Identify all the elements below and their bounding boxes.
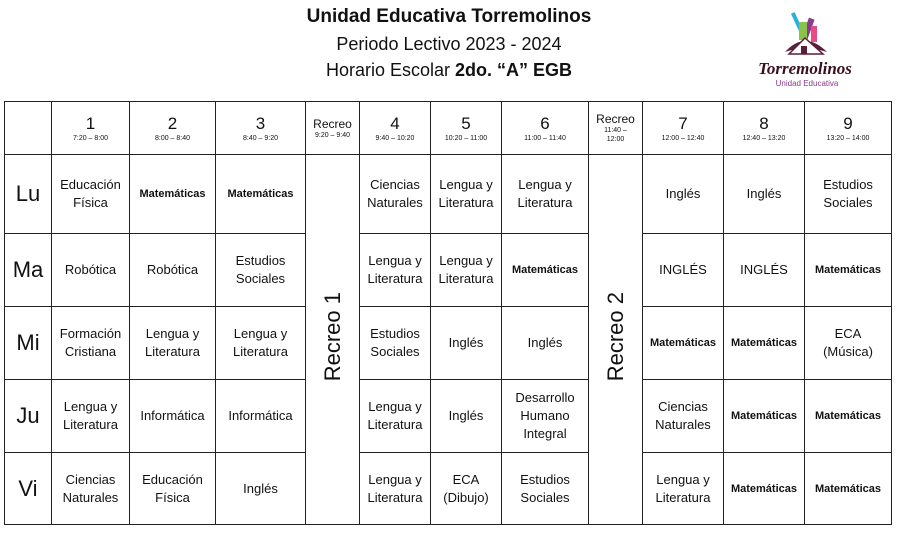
subject-line: Lengua y xyxy=(439,177,493,192)
subject-line: (Dibujo) xyxy=(443,489,489,505)
schedule-class: 2do. “A” EGB xyxy=(455,60,573,80)
subject-cell xyxy=(805,453,892,525)
subject-line: Humano xyxy=(520,408,570,423)
subject-line: Física xyxy=(155,489,190,505)
subject-line: Robótica xyxy=(64,262,117,277)
subject-line: Matemáticas xyxy=(139,188,206,200)
subject-line: Literatura xyxy=(438,271,494,286)
period-header-5 xyxy=(431,102,502,155)
subject-cell xyxy=(431,307,502,380)
day-row-ma xyxy=(5,234,892,307)
subject-line: Estudios xyxy=(823,177,873,192)
period-time: 12:40 – 13:20 xyxy=(742,134,786,142)
subject-cell xyxy=(360,453,431,525)
period-time: 9:20 – 9:40 xyxy=(314,131,351,139)
subject-cell xyxy=(130,453,216,525)
subject-cell xyxy=(130,380,216,453)
subject-line: Matemáticas xyxy=(814,410,882,422)
day-row-lu xyxy=(5,155,892,234)
subject-cell xyxy=(643,453,724,525)
subject-cell xyxy=(360,155,431,234)
subject-cell xyxy=(52,234,130,307)
period-time: 13:20 – 14:00 xyxy=(826,134,870,142)
subject-cell xyxy=(805,234,892,307)
period-title: Periodo Lectivo 2023 - 2024 xyxy=(336,34,562,54)
subject-line: Estudios xyxy=(370,326,420,341)
recreo-header xyxy=(589,102,643,155)
subject-cell xyxy=(52,307,130,380)
header-row xyxy=(5,102,892,155)
subject-cell xyxy=(643,234,724,307)
subject-line: Lengua y xyxy=(368,399,422,414)
subject-line: Matemáticas xyxy=(814,264,882,276)
subject-line: Literatura xyxy=(517,195,573,210)
subject-line: Matemáticas xyxy=(649,337,717,349)
recreo-label: Recreo xyxy=(313,116,352,131)
subject-line: Ciencias xyxy=(370,177,420,192)
period-time: 12:00 – 12:40 xyxy=(661,134,705,142)
subject-line: Literatura xyxy=(367,271,423,286)
subject-line: Lengua y xyxy=(63,399,118,414)
period-time: 8:00 – 8:40 xyxy=(154,134,191,142)
period-time: 12:00 xyxy=(606,136,625,143)
subject-cell xyxy=(643,155,724,234)
subject-cell xyxy=(130,234,216,307)
subject-cell xyxy=(216,453,306,525)
subject-line: Estudios xyxy=(235,253,286,268)
period-number: 6 xyxy=(540,113,550,133)
day-row-ju xyxy=(5,380,892,453)
subject-line: ECA xyxy=(452,471,480,487)
subject-line: Ciencias xyxy=(658,399,708,414)
subject-line: Lengua y xyxy=(145,326,200,341)
subject-cell xyxy=(431,453,502,525)
subject-cell xyxy=(502,453,589,525)
subject-line: Literatura xyxy=(438,195,494,210)
subject-cell xyxy=(52,380,130,453)
subject-line: Ciencias xyxy=(65,471,116,487)
subject-line: Literatura xyxy=(233,344,288,359)
subject-cell xyxy=(724,155,805,234)
recreo-label: Recreo xyxy=(596,112,635,126)
period-time: 10:20 – 11:00 xyxy=(444,134,488,142)
period-time: 8:40 – 9:20 xyxy=(242,134,279,142)
subject-cell xyxy=(360,234,431,307)
subject-line: Lengua y xyxy=(439,253,493,268)
day-row-mi xyxy=(5,307,892,380)
subject-cell xyxy=(805,155,892,234)
subject-cell xyxy=(216,380,306,453)
subject-line: Informática xyxy=(228,408,293,423)
subject-line: Literatura xyxy=(63,417,118,432)
logo-name: Torremolinos xyxy=(758,59,852,78)
subject-line: Literatura xyxy=(145,344,200,359)
school-title: Unidad Educativa Torremolinos xyxy=(306,6,592,27)
subject-cell xyxy=(805,380,892,453)
subject-line: Lengua y xyxy=(368,471,422,487)
subject-line: Lengua y xyxy=(656,471,710,487)
subject-line: Inglés xyxy=(448,335,484,350)
subject-cell xyxy=(431,155,502,234)
subject-line: Inglés xyxy=(527,335,563,350)
subject-cell xyxy=(502,155,589,234)
subject-line: Inglés xyxy=(448,408,484,423)
period-number: 9 xyxy=(843,113,853,133)
subject-cell xyxy=(724,234,805,307)
day-label: Mi xyxy=(5,307,52,380)
period-number: 7 xyxy=(678,113,688,133)
subject-cell xyxy=(52,453,130,525)
subject-cell xyxy=(643,380,724,453)
period-number: 5 xyxy=(461,113,471,133)
subject-line: Informática xyxy=(140,408,205,423)
period-number: 1 xyxy=(85,113,96,133)
period-time: 7:20 – 8:00 xyxy=(72,134,109,142)
subject-line: Sociales xyxy=(370,344,420,359)
subject-line: INGLÉS xyxy=(659,262,707,277)
subject-cell xyxy=(805,307,892,380)
subject-line: Matemáticas xyxy=(511,264,579,276)
subject-line: Matemáticas xyxy=(730,482,798,495)
period-number: 8 xyxy=(759,113,769,133)
subject-line: Matemáticas xyxy=(227,188,294,200)
subject-cell xyxy=(216,155,306,234)
recreo-2-label: Recreo 2 xyxy=(602,292,628,382)
subject-line: Estudios xyxy=(520,471,570,487)
school-logo xyxy=(745,8,865,98)
subject-line: Naturales xyxy=(367,195,423,210)
subject-line: Inglés xyxy=(746,186,782,201)
subject-line: ECA xyxy=(834,326,862,341)
period-time: 11:00 – 11:40 xyxy=(524,134,566,142)
subject-cell xyxy=(502,234,589,307)
subject-line: Literatura xyxy=(367,417,423,432)
subject-line: Educación xyxy=(142,471,203,487)
period-header-1 xyxy=(52,102,130,155)
subject-cell xyxy=(130,155,216,234)
subject-line: Lengua y xyxy=(368,253,422,268)
day-label: Vi xyxy=(5,453,52,525)
schedule-table xyxy=(4,101,892,525)
recreo-header xyxy=(306,102,360,155)
subject-line: Matemáticas xyxy=(730,337,798,349)
period-number: 3 xyxy=(255,113,266,133)
subject-line: (Música) xyxy=(823,344,873,359)
subject-line: Literatura xyxy=(367,489,423,505)
period-number: 4 xyxy=(390,113,400,133)
recreo-2-cell xyxy=(589,155,643,525)
period-header-7 xyxy=(643,102,724,155)
subject-cell xyxy=(52,155,130,234)
subject-cell xyxy=(130,307,216,380)
subject-cell xyxy=(643,307,724,380)
period-header-9 xyxy=(805,102,892,155)
subject-line: Matemáticas xyxy=(730,410,798,422)
recreo-1-cell xyxy=(306,155,360,525)
recreo-1-label: Recreo 1 xyxy=(319,292,345,382)
subject-line: Inglés xyxy=(243,480,278,496)
period-header-3 xyxy=(216,102,306,155)
subject-line: Robótica xyxy=(146,262,199,277)
subject-line: Lengua y xyxy=(518,177,572,192)
day-label: Ma xyxy=(5,234,52,307)
subject-line: Integral xyxy=(523,426,567,441)
subject-line: Física xyxy=(73,195,108,210)
subject-line: Matemáticas xyxy=(814,482,882,495)
subject-line: Desarrollo xyxy=(515,390,575,405)
subject-cell xyxy=(216,307,306,380)
subject-line: Educación xyxy=(60,177,121,192)
subject-line: Cristiana xyxy=(64,344,117,359)
subject-line: Lengua y xyxy=(233,326,288,341)
period-header-4 xyxy=(360,102,431,155)
subject-line: Sociales xyxy=(520,489,570,505)
subject-cell xyxy=(724,453,805,525)
subject-line: INGLÉS xyxy=(740,262,788,277)
day-label: Ju xyxy=(5,380,52,453)
period-header-6 xyxy=(502,102,589,155)
subject-cell xyxy=(502,380,589,453)
subject-line: Inglés xyxy=(665,186,701,201)
subject-line: Naturales xyxy=(62,489,119,505)
day-label: Lu xyxy=(5,155,52,234)
schedule-prefix: Horario Escolar xyxy=(325,60,450,80)
period-header-2 xyxy=(130,102,216,155)
corner-cell xyxy=(5,102,52,155)
period-header-8 xyxy=(724,102,805,155)
subject-cell xyxy=(360,307,431,380)
subject-cell xyxy=(502,307,589,380)
subject-cell xyxy=(724,380,805,453)
subject-line: Naturales xyxy=(655,417,711,432)
day-row-vi xyxy=(5,453,892,525)
subject-cell xyxy=(360,380,431,453)
subject-line: Formación xyxy=(59,326,122,341)
subject-cell xyxy=(724,307,805,380)
subject-line: Sociales xyxy=(823,195,873,210)
period-number: 2 xyxy=(167,113,178,133)
subject-line: Sociales xyxy=(235,271,286,286)
subject-cell xyxy=(431,234,502,307)
subject-cell xyxy=(431,380,502,453)
subject-cell xyxy=(216,234,306,307)
period-time: 9:40 – 10:20 xyxy=(375,134,415,142)
subject-line: Literatura xyxy=(655,489,711,505)
period-time: 11:40 – xyxy=(604,127,627,134)
logo-subtitle: Unidad Educativa xyxy=(775,79,839,88)
